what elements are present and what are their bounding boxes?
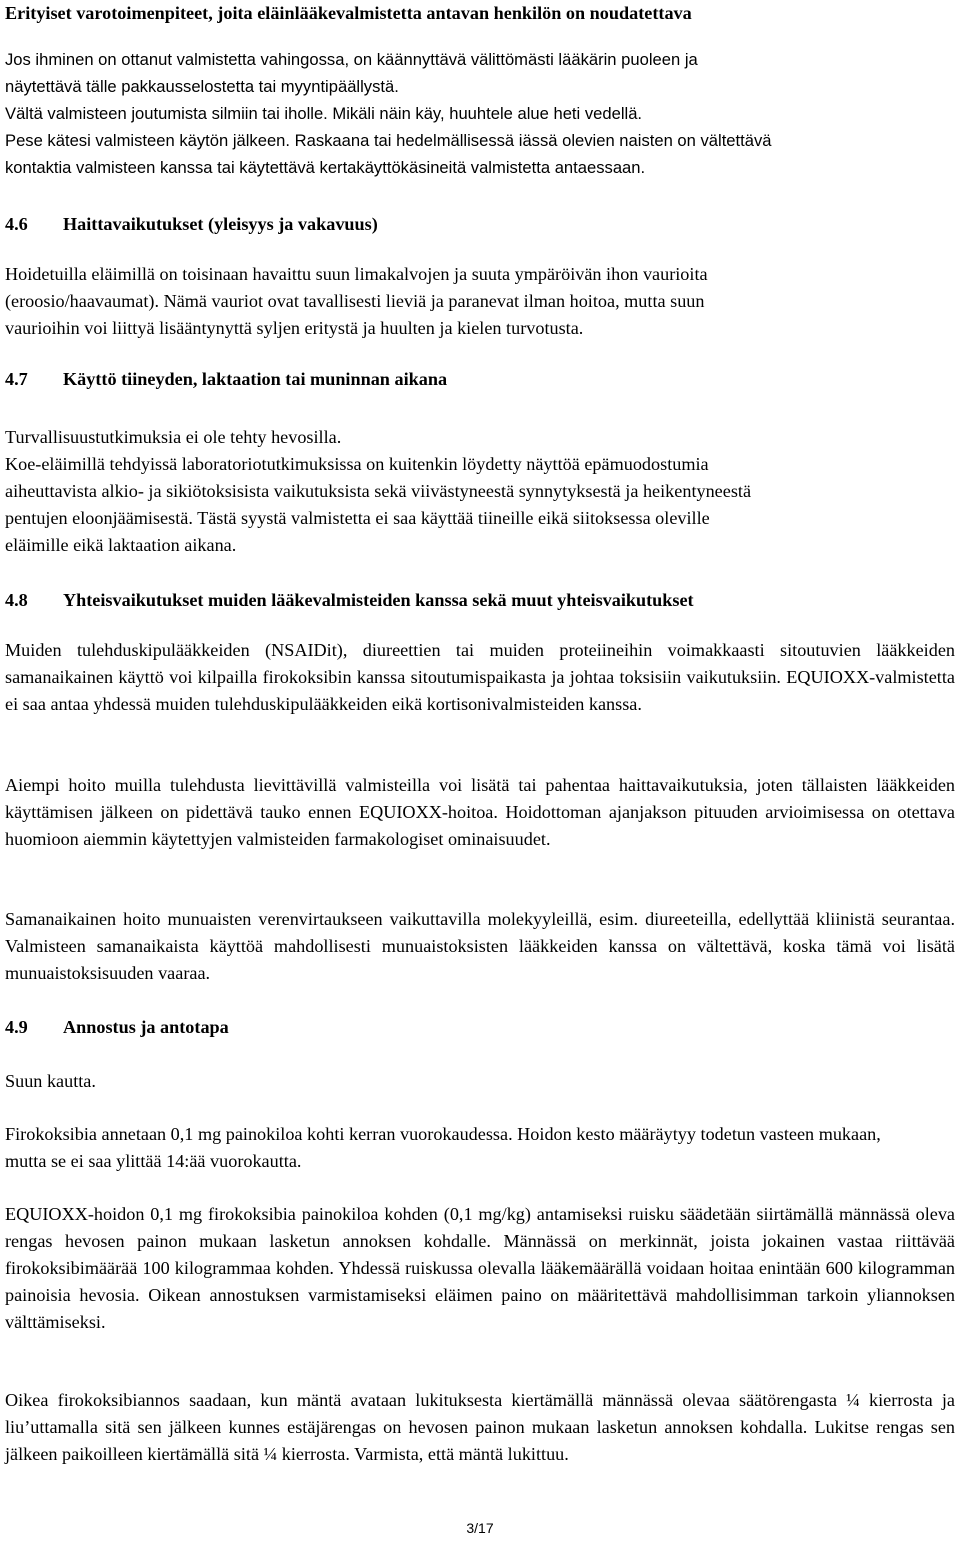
section-4-9-paragraph-4: Oikea firokoksibiannos saadaan, kun mäntä avataan lukituksesta kiertämällä männässä olevaa säätörengasta ¼ kierrosta ja liu’uttamalla sitä sen jälkeen kunnes estäjärengas on hevosen painon mukaan lasketun annoksen kohdalla. Lukitse rengas sen jälkeen paikoilleen kiertämällä sitä ¼ kierrosta. Varmista, että mäntä lukittuu. xyxy=(5,1390,955,1464)
section-4-8-paragraph-3: Samanaikainen hoito munuaisten verenvirtaukseen vaikuttavilla molekyyleillä, esim. diureeteilla, edellyttää kliinistä seurantaa. Valmisteen samanaikaista käyttöä mahdollisesti munuaistoksisten lääkkeiden kanssa on vältettävä, koska tämä voi lisätä munuaistoksisuuden vaaraa. xyxy=(5,909,955,983)
section-4-9-heading xyxy=(5,1014,229,1041)
section-4-8-paragraph-2: Aiempi hoito muilla tulehdusta lievittävillä valmisteilla voi lisätä tai pahentaa haittavaikutuksia, joten tällaisten lääkkeiden käyttämisen jälkeen on pidettävä tauko ennen EQUIOXX-hoitoa. Hoidottoman ajanjakson pituuden arvioimisessa on otettava huomioon aiemmin käytettyjen valmisteiden farmakologiset ominaisuudet. xyxy=(5,775,955,849)
text-line: vaurioihin voi liittyä lisääntynyttä syljen eritystä ja huulten ja kielen turvotusta. xyxy=(5,318,584,338)
section-number: 4.8 xyxy=(5,590,28,610)
precautions-line: kontaktia valmisteen kanssa tai käytettävä kertakäyttökäsineitä valmistetta antaessaan. xyxy=(5,158,646,177)
section-title: Yhteisvaikutukset muiden lääkevalmisteiden kanssa sekä muut yhteisvaikutukset xyxy=(63,590,694,610)
text-line: (eroosio/haavaumat). Nämä vauriot ovat tavallisesti lieviä ja paranevat ilman hoitoa, mutta suun xyxy=(5,291,705,311)
section-number: 4.9 xyxy=(5,1017,28,1037)
text-line: Turvallisuustutkimuksia ei ole tehty hevosilla. xyxy=(5,427,342,447)
precautions-line: Vältä valmisteen joutumista silmiin tai iholle. Mikäli näin käy, huuhtele alue heti vedellä. xyxy=(5,104,643,123)
section-4-6-text xyxy=(5,261,955,342)
section-title: Annostus ja antotapa xyxy=(63,1017,229,1037)
section-4-9-paragraph-3: EQUIOXX-hoidon 0,1 mg firokoksibia painokiloa kohden (0,1 mg/kg) antamiseksi ruisku säädetään siirtämällä männässä oleva rengas hevosen painon mukaan lasketun annoksen kohdalle. Männässä on merkinnät, joista jokainen vastaa riittävää firokoksibimäärää 100 kilogrammaa kohden. Yhdessä ruiskussa olevalla lääkemäärällä voidaan hoitaa enintään 600 kilogramman painoisia hevosia. Oikean annostuksen varmistamiseksi eläimen paino on määritettävä mahdollisimman tarkoin yliannoksen välttämiseksi. xyxy=(5,1204,955,1332)
text-line: eläimille eikä laktaation aikana. xyxy=(5,535,237,555)
text-line: aiheuttavista alkio- ja sikiötoksisista vaikutuksista sekä viivästyneestä synnytyksestä ja heikentyneestä xyxy=(5,481,752,501)
precautions-line: näytettävä tälle pakkausselostetta tai myyntipäällystä. xyxy=(5,77,399,96)
precautions-text xyxy=(5,46,955,181)
text-line: Hoidetuilla eläimillä on toisinaan havaittu suun limakalvojen ja suuta ympäröivän ihon vaurioita xyxy=(5,264,708,284)
section-4-8-heading xyxy=(5,587,694,614)
precautions-heading: Erityiset varotoimenpiteet, joita eläinlääkevalmistetta antavan henkilön on noudatettava xyxy=(5,3,692,23)
section-4-9-paragraph-1: Suun kautta. xyxy=(5,1071,96,1091)
precautions-line: Jos ihminen on ottanut valmistetta vahingossa, on käännyttävä välittömästi lääkärin puoleen ja xyxy=(5,50,698,69)
section-number: 4.7 xyxy=(5,369,28,389)
section-4-8-paragraph-1: Muiden tulehduskipulääkkeiden (NSAIDit), diureettien tai muiden proteiineihin voimakkaasti sitoutuvien lääkkeiden samanaikainen käyttö voi kilpailla firokoksibin kanssa sitoutumispaikasta ja johtaa toksisiin vaikutuksiin. EQUIOXX-valmistetta ei saa antaa yhdessä muiden tulehduskipulääkkeiden eikä kortisonivalmisteiden kanssa. xyxy=(5,640,955,714)
section-4-7-text xyxy=(5,424,955,559)
section-title: Käyttö tiineyden, laktaation tai muninnan aikana xyxy=(63,369,448,389)
precautions-line: Pese kätesi valmisteen käytön jälkeen. Raskaana tai hedelmällisessä iässä olevien naisten on vältettävä xyxy=(5,131,772,150)
section-4-9-paragraph-2: Firokoksibia annetaan 0,1 mg painokiloa kohti kerran vuorokaudessa. Hoidon kesto määräytyy todetun vasteen mukaan, mutta se ei saa ylittää 14:ää vuorokautta. xyxy=(5,1124,881,1171)
section-number: 4.6 xyxy=(5,214,28,234)
section-title: Haittavaikutukset (yleisyys ja vakavuus) xyxy=(63,214,378,234)
text-line: pentujen eloonjäämisestä. Tästä syystä valmistetta ei saa käyttää tiineille eikä siitoksessa oleville xyxy=(5,508,710,528)
section-4-6-heading xyxy=(5,211,378,238)
section-4-7-heading-text xyxy=(5,366,447,393)
page-number: 3/17 xyxy=(466,1520,494,1536)
text-line: Koe-eläimillä tehdyissä laboratoriotutkimuksissa on kuitenkin löydetty näyttöä epämuodostumia xyxy=(5,454,709,474)
